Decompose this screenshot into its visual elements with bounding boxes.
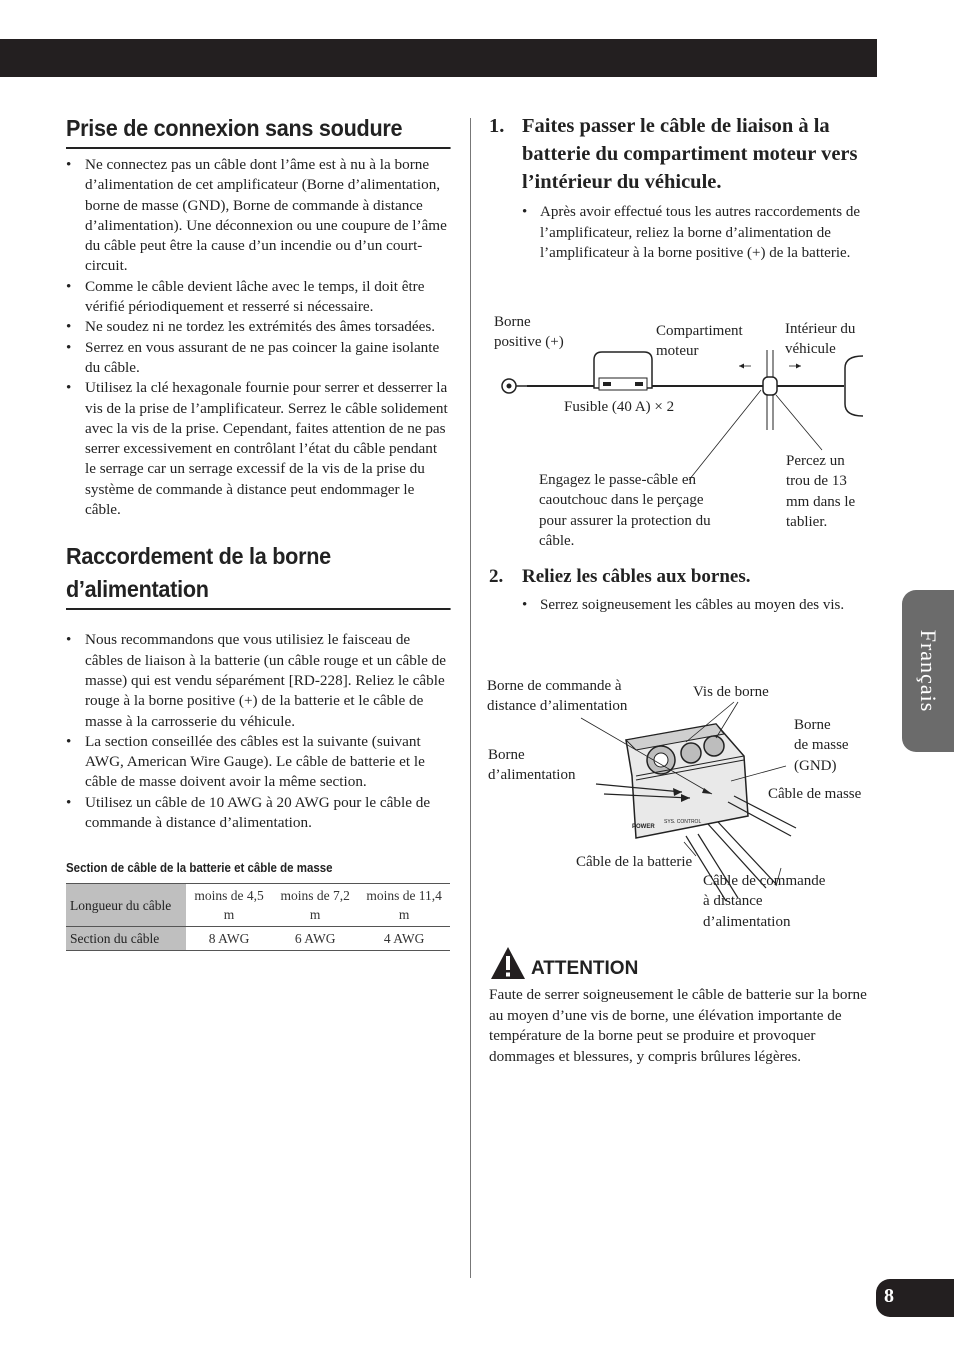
step-1-bullets xyxy=(522,202,884,264)
label-line: trou de 13 xyxy=(786,473,847,490)
connexion-bullets xyxy=(66,155,451,520)
table-header-cell: Longueur du câble xyxy=(66,884,186,927)
attention-box xyxy=(489,945,884,1067)
label-line: Intérieur du xyxy=(785,321,856,337)
raccordement-bullets xyxy=(66,630,451,833)
attention-text: Faute de serrer soigneusement le câble de batterie sur la borne au moyen d’une vis de borne, une élévation importante de température de la borne peut se produire et provoquer dommages et blessures, y compris brûlures légères. xyxy=(489,986,867,1065)
label-line: positive (+) xyxy=(494,334,564,351)
label-line: véhicule xyxy=(785,341,836,358)
label-engagez xyxy=(539,470,711,551)
page-number: 8 xyxy=(884,1285,894,1307)
table-header-cell: Section du câble xyxy=(66,927,186,951)
list-item: • Comme le câble devient lâche avec le temps, il doit être vérifié périodiquement et resserré si nécessaire. xyxy=(66,277,451,318)
label-line: Percez un xyxy=(786,453,845,469)
step-1-title xyxy=(489,112,884,196)
label-percez xyxy=(786,451,855,532)
list-item: • Après avoir effectué tous les autres raccordements de l’amplificateur, reliez la borne d’alimentation de l’amplificateur à la borne positive (+) de la batterie. xyxy=(522,202,884,264)
language-tab xyxy=(902,590,954,752)
label-line: Borne de commande à xyxy=(487,678,622,694)
column-divider xyxy=(470,118,471,1278)
step-number: 2. xyxy=(489,566,504,587)
label-line: Borne xyxy=(794,717,831,733)
label-line: câble. xyxy=(539,532,575,549)
list-item: • Ne soudez ni ne tordez les extrémités des âmes torsadées. xyxy=(66,317,451,337)
table-cell: moins de 4,5 m xyxy=(186,884,272,927)
right-column xyxy=(489,112,884,264)
step-2-title xyxy=(489,563,884,591)
table-row xyxy=(66,884,450,927)
terminal-diagram xyxy=(486,676,886,938)
section-title-connexion: Prise de connexion sans soudure xyxy=(66,112,450,149)
header-bar xyxy=(0,39,877,77)
cable-table xyxy=(66,883,450,951)
label-line: de masse xyxy=(794,737,849,754)
label-line: tablier. xyxy=(786,513,828,530)
label-compartiment xyxy=(656,321,743,362)
label-borne-commande xyxy=(487,676,627,717)
routing-diagram xyxy=(489,310,889,555)
label-line: caoutchouc dans le perçage xyxy=(539,492,704,509)
label-cable-masse: Câble de masse xyxy=(768,786,862,802)
attention-header xyxy=(489,945,884,981)
label-cable-commande xyxy=(703,871,825,932)
step-2-bullets xyxy=(522,595,884,616)
section-title-line: Raccordement de la borne xyxy=(66,543,331,570)
amp-power-label: POWER xyxy=(632,824,655,830)
label-borne-positive xyxy=(494,312,564,353)
label-line: (GND) xyxy=(794,757,837,774)
label-line: Borne xyxy=(488,747,525,763)
label-interieur xyxy=(785,319,855,360)
step-text: Reliez les câbles aux bornes. xyxy=(522,566,751,587)
label-line: moteur xyxy=(656,343,699,360)
label-line: d’alimentation xyxy=(703,913,791,930)
table-cell: 8 AWG xyxy=(208,931,250,947)
label-line: pour assurer la protection du xyxy=(539,512,711,529)
list-item: • La section conseillée des câbles est la suivante (suivant AWG, American Wire Gauge). Le câble de batterie et le câble de masse doivent avoir la même section. xyxy=(66,732,451,793)
table-cell: 4 AWG xyxy=(383,931,425,947)
label-line: d’alimentation xyxy=(488,767,576,784)
label-line: Compartiment xyxy=(656,323,743,339)
page-number-badge xyxy=(876,1279,954,1317)
amp-sys-label: SYS. CONTROL xyxy=(664,819,702,825)
list-item: • Serrez en vous assurant de ne pas coincer la gaine isolante du câble. xyxy=(66,338,451,379)
table-cell: moins de 7,2 m xyxy=(272,884,358,927)
section-title-line: d’alimentation xyxy=(66,576,209,603)
label-cable-batterie: Câble de la batterie xyxy=(576,854,693,870)
table-cell: moins de 11,4 m xyxy=(358,884,450,927)
warning-icon xyxy=(489,945,527,981)
step-text: Faites passer le câble de liaison à la batterie du compartiment moteur vers l’intérieur du véhicule. xyxy=(522,115,858,193)
label-line: mm dans le xyxy=(786,493,856,510)
table-title: Section de câble de la batterie et câble de masse xyxy=(66,861,333,876)
step-2-block xyxy=(489,563,884,616)
table-cell: 6 AWG xyxy=(294,931,336,947)
list-item: • Nous recommandons que vous utilisiez le faisceau de câbles de liaison à la batterie (un câble rouge et un câble de masse) qui est vendu séparément [RD-228]. Reliez le câble rouge à la borne positive (+) de la batterie et le câble de masse à la carrosserie du véhicule. xyxy=(66,630,451,731)
table-row xyxy=(66,927,450,951)
step-number: 1. xyxy=(489,115,505,137)
list-item: • Serrez soigneusement les câbles au moyen des vis. xyxy=(522,595,884,616)
label-borne-alim xyxy=(488,745,575,786)
label-line: à distance xyxy=(703,893,763,910)
attention-title: ATTENTION xyxy=(531,958,639,979)
left-column xyxy=(66,112,451,951)
label-borne-masse xyxy=(794,715,849,776)
language-tab-label: Français xyxy=(916,629,941,713)
label-line: Câble de commande xyxy=(703,873,826,889)
label-line: distance d’alimentation xyxy=(487,698,628,715)
section-title-raccordement xyxy=(66,540,450,610)
list-item: • Utilisez la clé hexagonale fournie pour serrer et desserrer la vis de la prise de l’amplificateur. Serrez le câble solidement avec la vis de la prise. Cependant, faites attention de ne pas serrer excessivement en contrôlant l’état du câble pendant le serrage car un serrage excessif de la vis de la prise du système de commande à distance peut endommager le câble. xyxy=(66,378,451,520)
label-line: Engagez le passe-câble en xyxy=(539,472,696,488)
label-line: Borne xyxy=(494,314,531,330)
list-item: • Ne connectez pas un câble dont l’âme est à nu à la borne d’alimentation de cet amplificateur (Borne d’alimentation, borne de masse (GND), Borne de commande à distance d’alimentation). Une déconnexion ou une coupure de l’âme du câble peut être la cause d’un incendie ou d’un court-circuit. xyxy=(66,155,451,277)
list-item: • Utilisez un câble de 10 AWG à 20 AWG pour le câble de commande à distance d’alimentation. xyxy=(66,793,451,834)
label-vis: Vis de borne xyxy=(693,684,769,700)
label-fusible: Fusible (40 A) × 2 xyxy=(564,399,675,415)
